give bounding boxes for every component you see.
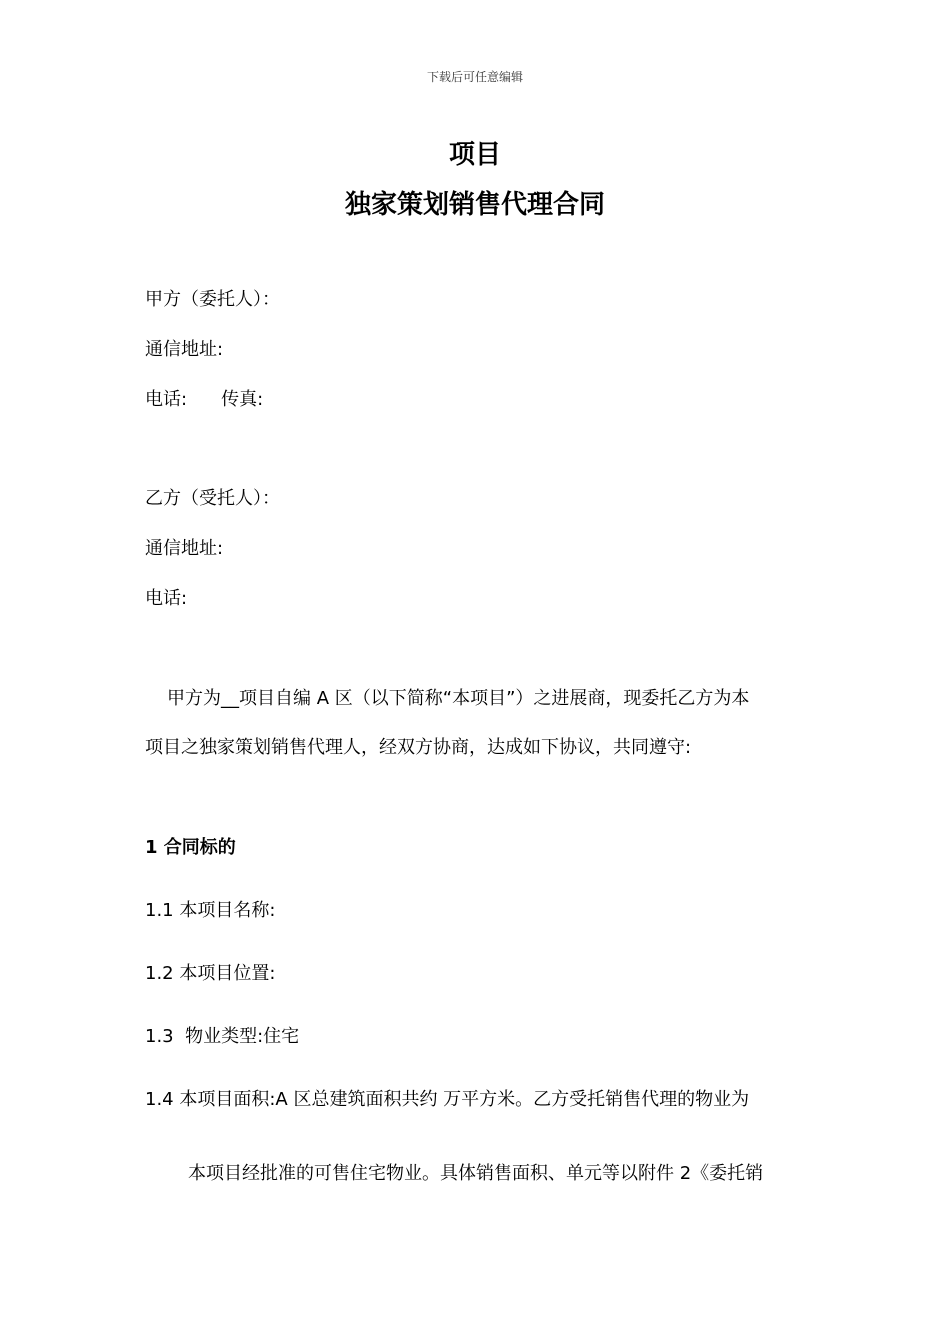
party-a-phone-label: 电话:	[145, 389, 188, 410]
intro-paragraph-line-1: 甲方为__项目自编 A 区（以下简称“本项目”）之进展商，现委托乙方为本	[167, 688, 750, 709]
section-1-item-2: 1.2 本项目位置:	[145, 963, 276, 984]
section-1-item-4-line-2: 本项目经批准的可售住宅物业。具体销售面积、单元等以附件 2《委托销	[188, 1163, 764, 1184]
section-1-item-1: 1.1 本项目名称:	[145, 900, 276, 921]
party-a-fax-label: 传真:	[221, 389, 264, 410]
party-a-address-label: 通信地址:	[145, 339, 224, 360]
section-1-item-3: 1.3 物业类型:住宅	[145, 1026, 300, 1047]
document-title-line-1: 项目	[448, 140, 501, 170]
party-b-phone-label: 电话:	[145, 588, 188, 609]
party-b-address-label: 通信地址:	[145, 538, 224, 559]
section-1-heading: 1 合同标的	[145, 837, 236, 858]
document-title-line-2: 独家策划销售代理合同	[344, 190, 605, 220]
party-a-label: 甲方（委托人）：	[145, 289, 280, 310]
party-b-label: 乙方（受托人）：	[145, 488, 280, 509]
page-header: 下载后可任意编辑	[426, 70, 523, 84]
party-a-contact-line	[145, 387, 263, 413]
intro-paragraph-line-2: 项目之独家策划销售代理人，经双方协商，达成如下协议，共同遵守:	[145, 737, 692, 758]
section-1-item-4-line-1: 1.4 本项目面积:A 区总建筑面积共约 万平方米。乙方受托销售代理的物业为	[145, 1089, 750, 1110]
